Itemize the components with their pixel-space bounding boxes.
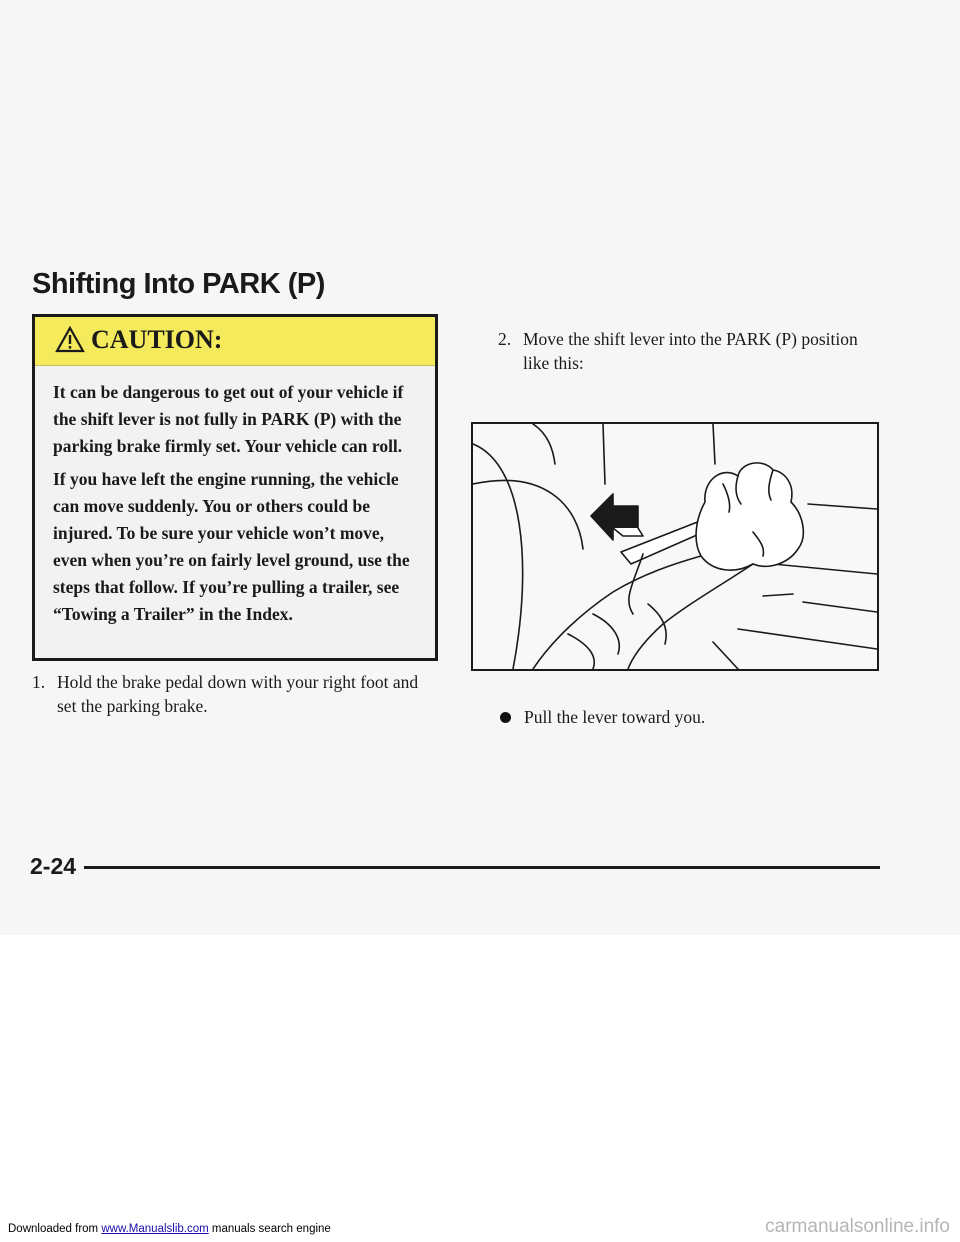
arm-sleeve bbox=[533, 556, 701, 669]
step-text: Hold the brake pedal down with your right foot and set the parking brake. bbox=[57, 672, 419, 716]
download-footer bbox=[8, 1223, 331, 1235]
bullet-icon bbox=[500, 712, 511, 723]
shift-lever-illustration bbox=[471, 422, 879, 671]
caution-label: CAUTION: bbox=[91, 325, 223, 354]
steering-wheel-outline bbox=[473, 444, 523, 669]
step-1 bbox=[32, 670, 432, 718]
page-number: 2-24 bbox=[30, 853, 77, 879]
caution-header bbox=[35, 317, 435, 366]
footer-rule bbox=[84, 866, 880, 869]
footer-suffix: manuals search engine bbox=[208, 1223, 331, 1235]
bullet-text: Pull the lever toward you. bbox=[524, 707, 706, 727]
dash-curve bbox=[473, 480, 583, 549]
footer-prefix: Downloaded from bbox=[8, 1223, 102, 1235]
step-number: 2. bbox=[498, 329, 512, 349]
watermark: carmanualsonline.info bbox=[765, 1216, 950, 1237]
caution-paragraph: It can be dangerous to get out of your vehicle if the shift lever is not fully in PARK (P) with the parking brake firmly set. Your vehicle can roll. bbox=[53, 382, 404, 456]
warning-triangle-icon bbox=[55, 326, 85, 353]
step-2 bbox=[498, 327, 878, 375]
caution-text bbox=[53, 379, 421, 634]
section-heading: Shifting Into PARK (P) bbox=[32, 268, 325, 300]
caution-paragraph: If you have left the engine running, the vehicle can move suddenly. You or others could be injured. To be sure your vehicle won’t move, even when you’re on fairly level ground, use the steps that follow. If you’re pulling a trailer, see “Towing a Trailer” in the Index. bbox=[53, 469, 410, 624]
caution-box bbox=[32, 314, 438, 661]
hand-outline bbox=[696, 463, 803, 570]
bullet-item bbox=[500, 705, 880, 729]
step-text: Move the shift lever into the PARK (P) position like this: bbox=[523, 329, 858, 373]
step-number: 1. bbox=[32, 672, 46, 692]
manualslib-link[interactable]: www.Manualslib.com bbox=[101, 1223, 209, 1235]
